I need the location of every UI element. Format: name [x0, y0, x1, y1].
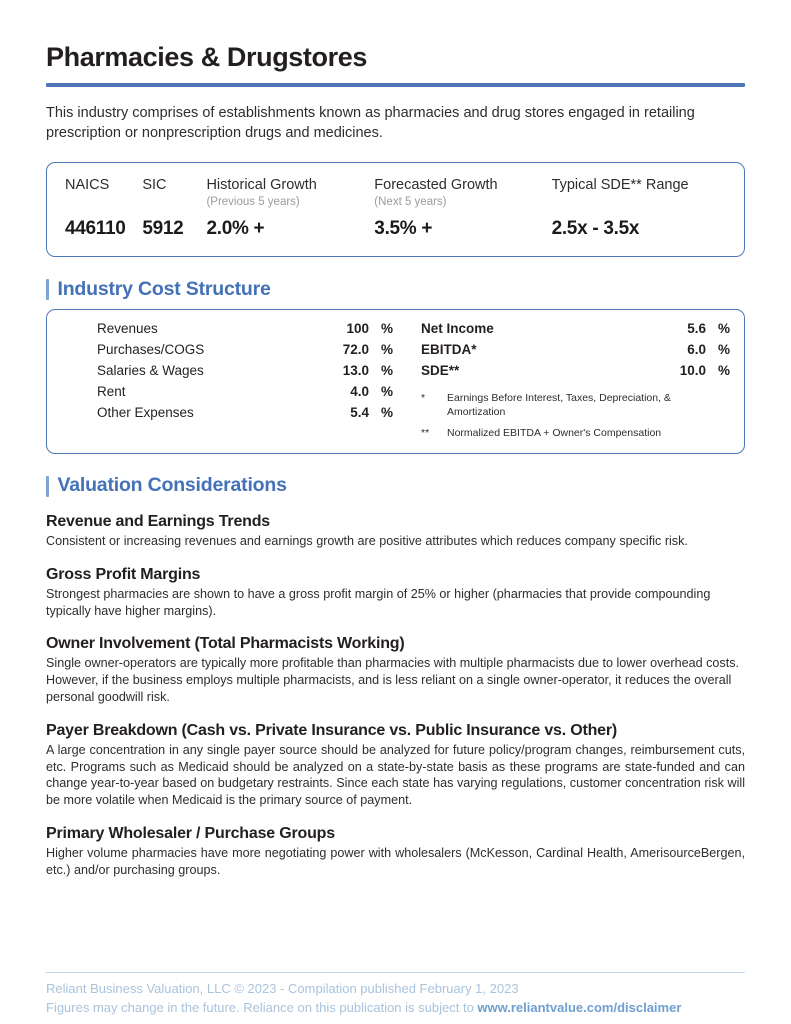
footer-disclaimer-text: Figures may change in the future. Reliance on this publication is subject to — [46, 1000, 478, 1016]
valuation-item-title: Payer Breakdown (Cash vs. Private Insurance vs. Public Insurance vs. Other) — [46, 721, 618, 739]
valuation-item-title: Revenue and Earnings Trends — [46, 512, 270, 530]
footnote-marker: * — [421, 392, 426, 405]
forecasted-growth-sublabel: (Next 5 years) — [374, 196, 447, 209]
section-heading-valuation — [46, 476, 745, 497]
valuation-considerations-title: Valuation Considerations — [57, 474, 287, 497]
info-col-historical-growth — [206, 176, 374, 210]
cost-value: 4.0 — [350, 384, 369, 400]
info-value-sic-cell — [142, 218, 206, 240]
industry-summary-box — [46, 162, 745, 257]
cost-value: 100 — [346, 321, 369, 337]
table-row — [421, 321, 734, 342]
section-heading-cost-structure — [46, 279, 745, 300]
cost-structure-right-column — [397, 321, 734, 441]
table-row — [97, 321, 397, 342]
footnote-text: Earnings Before Interest, Taxes, Depreciation, & Amortization — [447, 392, 671, 419]
cost-structure-box — [46, 309, 745, 454]
cost-unit: % — [717, 342, 730, 358]
valuation-item-body: Higher volume pharmacies have more negotiating power with wholesalers (McKesson, Cardinal Health, AmerisourceBergen, etc.) and/or purchasing groups. — [46, 845, 745, 877]
section-accent-bar — [46, 279, 49, 300]
naics-sublabel — [65, 195, 142, 210]
valuation-item-body: Single owner-operators are typically more profitable than pharmacies with multiple pharmacists due to lower overhead costs. However, if the business employs multiple pharmacists, and is less reliant on a single owner-operator, it reduces the overall personal goodwill risk. — [46, 656, 739, 704]
info-col-sic — [142, 176, 206, 210]
section-accent-bar — [46, 476, 49, 497]
valuation-item-body: Consistent or increasing revenues and earnings growth are positive attributes which reduces company specific risk. — [46, 533, 688, 548]
cost-label: Other Expenses — [97, 405, 194, 421]
table-row — [97, 384, 397, 405]
cost-unit: % — [717, 363, 730, 379]
cost-unit: % — [380, 363, 393, 379]
footnote — [421, 391, 734, 419]
cost-label: SDE** — [421, 363, 460, 379]
cost-value: 72.0 — [342, 342, 369, 358]
info-value-forecasted-cell — [374, 218, 551, 240]
sde-range-sublabel — [552, 195, 726, 210]
page-footer — [46, 972, 745, 1018]
sde-range-value: 2.5x - 3.5x — [551, 218, 640, 240]
valuation-item-body: Strongest pharmacies are shown to have a gross profit margin of 25% or higher (pharmacies that provide compounding typically have higher margins). — [46, 586, 711, 618]
historical-growth-sublabel: (Previous 5 years) — [206, 196, 300, 209]
cost-value: 13.0 — [342, 363, 369, 379]
cost-label: EBITDA* — [421, 342, 477, 358]
cost-value: 5.4 — [350, 405, 369, 421]
cost-unit: % — [380, 321, 393, 337]
title-divider — [46, 83, 745, 87]
info-value-row — [65, 218, 726, 240]
sic-sublabel — [142, 195, 206, 210]
cost-structure-left-column — [57, 321, 397, 441]
cost-unit: % — [717, 321, 730, 337]
valuation-item — [46, 634, 745, 705]
page-title: Pharmacies & Drugstores — [46, 42, 367, 72]
table-row — [421, 342, 734, 363]
cost-label: Purchases/COGS — [97, 342, 205, 358]
valuation-item-body: A large concentration in any single payer source should be analyzed for future policy/program changes, reimbursement cuts, etc. Programs such as Medicaid should be analyzed on a state-by-state basis as these programs are state-funded and can change year-to-year based on budgetary restraints. Since each state has varying regulations, customer concentration risk will be more volatile when Medicaid is the primary source of payment. — [46, 742, 745, 808]
footer-divider — [46, 972, 745, 974]
info-col-forecasted-growth — [374, 176, 551, 210]
info-col-sde-range — [552, 176, 726, 210]
industry-description: This industry comprises of establishments known as pharmacies and drug stores engaged in retailing prescription or nonprescription drugs and medicines. — [46, 104, 695, 142]
valuation-item — [46, 565, 745, 620]
valuation-item-title: Owner Involvement (Total Pharmacists Working) — [46, 635, 405, 653]
valuation-item — [46, 824, 745, 879]
valuation-item — [46, 512, 745, 550]
naics-value: 446110 — [65, 218, 126, 240]
cost-label: Revenues — [97, 321, 158, 337]
historical-growth-label: Historical Growth — [206, 177, 317, 194]
cost-unit: % — [380, 384, 393, 400]
table-row — [421, 363, 734, 384]
valuation-item-title: Gross Profit Margins — [46, 565, 201, 583]
sde-range-label: Typical SDE** Range — [551, 177, 689, 194]
footnote — [421, 426, 734, 440]
cost-unit: % — [380, 405, 393, 421]
table-row — [97, 342, 397, 363]
footnote-text: Normalized EBITDA + Owner's Compensation — [447, 427, 662, 440]
sic-label: SIC — [142, 177, 167, 194]
cost-label: Rent — [97, 384, 126, 400]
valuation-item-title: Primary Wholesaler / Purchase Groups — [46, 824, 335, 842]
cost-unit: % — [380, 342, 393, 358]
info-value-historical-cell — [206, 218, 374, 240]
table-row — [97, 363, 397, 384]
disclaimer-link[interactable]: www.reliantvalue.com/disclaimer — [477, 1000, 682, 1016]
forecasted-growth-value: 3.5% + — [374, 218, 433, 240]
footer-copyright: Reliant Business Valuation, LLC © 2023 - Compilation published February 1, 2023 — [46, 981, 519, 997]
cost-value: 5.6 — [687, 321, 706, 337]
footer-disclaimer — [46, 999, 745, 1018]
info-value-sde-cell — [552, 218, 726, 240]
info-header-row — [65, 176, 726, 210]
info-col-naics — [65, 176, 142, 210]
cost-structure-title: Industry Cost Structure — [57, 277, 271, 300]
cost-value: 6.0 — [687, 342, 706, 358]
cost-label: Salaries & Wages — [97, 363, 204, 379]
footnote-marker: ** — [421, 427, 430, 440]
cost-label: Net Income — [421, 321, 494, 337]
sic-value: 5912 — [142, 218, 184, 240]
forecasted-growth-label: Forecasted Growth — [374, 177, 498, 194]
info-value-naics-cell — [65, 218, 142, 240]
naics-label: NAICS — [65, 177, 110, 194]
valuation-item — [46, 721, 745, 809]
historical-growth-value: 2.0% + — [206, 218, 265, 240]
cost-value: 10.0 — [679, 363, 706, 379]
table-row — [97, 405, 397, 426]
